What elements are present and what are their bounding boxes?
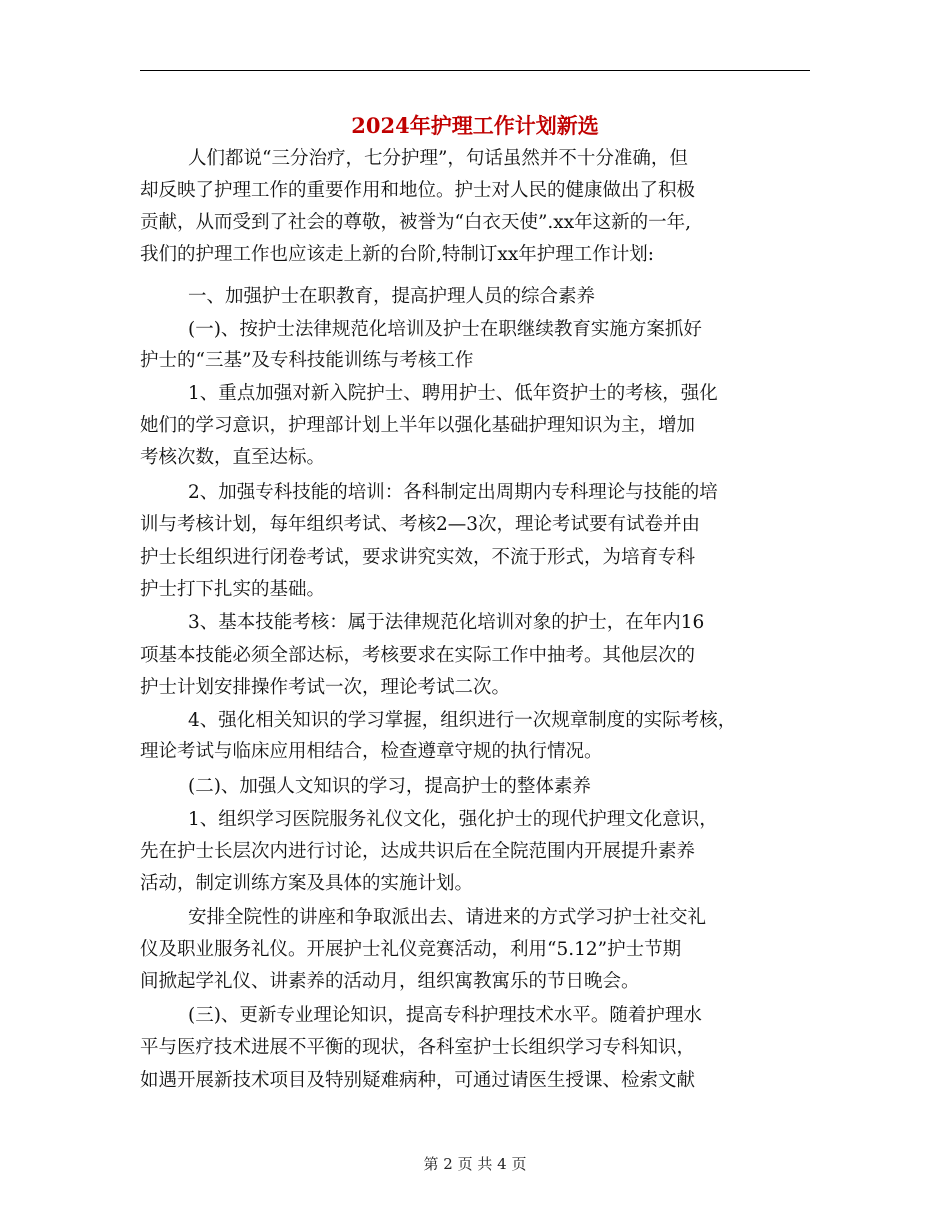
body-line: 如遇开展新技术项目及特别疑难病种，可通过请医生授课、检索文献 [140,1070,696,1091]
body-line: 项基本技能必须全部达标，考核要求在实际工作中抽考。其他层次的 [140,645,696,666]
body-line: 2、加强专科技能的培训：各科制定出周期内专科理论与技能的培 [188,482,718,503]
body-line: 间掀起学礼仪、讲素养的活动月，组织寓教寓乐的节日晚会。 [140,971,640,992]
body-line: 她们的学习意识，护理部计划上半年以强化基础护理知识为主，增加 [140,415,696,436]
subsection-heading: (二)、加强人文知识的学习，提高护士的整体素养 [188,776,591,797]
subsection-heading: (三)、更新专业理论知识，提高专科护理技术水平。随着护理水 [188,1005,702,1026]
body-line: 4、强化相关知识的学习掌握，组织进行一次规章制度的实际考核， [188,710,737,731]
body-line: 1、重点加强对新入院护士、聘用护士、低年资护士的考核，强化 [188,383,718,404]
body-line: 护士打下扎实的基础。 [140,579,326,600]
body-line: 1、组织学习医院服务礼仪文化，强化护士的现代护理文化意识， [188,809,718,830]
body-line: 人们都说“三分治疗，七分护理”，句话虽然并不十分准确，但 [188,148,688,169]
body-line: 却反映了护理工作的重要作用和地位。护士对人民的健康做出了积极 [140,180,696,201]
body-line: 贡献，从而受到了社会的尊敬，被誉为“白衣天使”.xx年这新的一年, [140,212,692,233]
body-line: 平与医疗技术进展不平衡的现状，各科室护士长组织学习专科知识， [140,1037,696,1058]
page-number: 第 2 页 共 4 页 [423,1155,527,1173]
body-line: 活动，制定训练方案及具体的实施计划。 [140,873,474,894]
body-line: 安排全院性的讲座和争取派出去、请进来的方式学习护士社交礼 [188,907,707,928]
body-line: 护士长组织进行闭卷考试，要求讲究实效，不流于形式，为培育专科 [140,547,696,568]
page-footer [0,1152,950,1176]
body-line: 仪及职业服务礼仪。开展护士礼仪竞赛活动，利用“5.12”护士节期 [140,939,682,960]
body-line: 护士计划安排操作考试一次，理论考试二次。 [140,677,511,698]
body-line: 3、基本技能考核：属于法律规范化培训对象的护士，在年内16 [188,612,705,633]
section-heading: 一、加强护士在职教育，提高护理人员的综合素养 [188,286,596,307]
body-line: 先在护士长层次内进行讨论，达成共识后在全院范围内开展提升素养 [140,841,696,862]
subsection-heading: (一)、按护士法律规范化培训及护士在职继续教育实施方案抓好 [188,319,702,340]
body-line: 考核次数，直至达标。 [140,447,326,468]
body-line: 理论考试与临床应用相结合，检查遵章守规的执行情况。 [140,741,603,762]
body-line: 训与考核计划，每年组织考试、考核2—3次，理论考试要有试卷并由 [140,514,701,535]
body-line: 护士的“三基”及专科技能训练与考核工作 [140,350,474,371]
body-line: 我们的护理工作也应该走上新的台阶,特制订xx年护理工作计划: [140,244,654,265]
document-title: 2024年护理工作计划新选 [351,113,599,138]
